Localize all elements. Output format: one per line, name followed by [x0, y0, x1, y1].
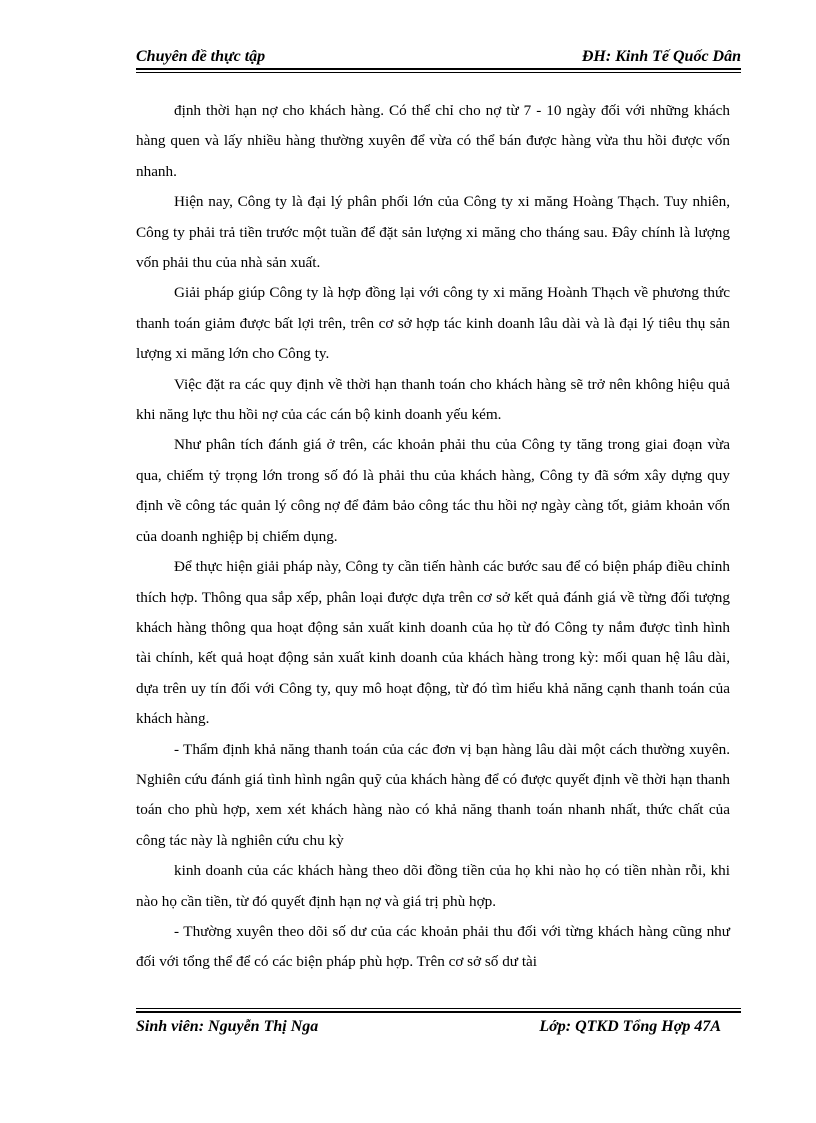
- page-header: [136, 48, 741, 70]
- paragraph: - Thẩm định khả năng thanh toán của các đơn vị bạn hàng lâu dài một cách thường xuyên. Nghiên cứu đánh giá tình hình ngân quỹ của khách hàng để có được quyết định về thời hạn thanh toán cho phù hợp, xem xét khách hàng nào có khả năng thanh toán nhanh nhất, thức chất của công tác này là nghiên cứu chu kỳ: [136, 740, 730, 849]
- header-title: Chuyên đề thực tập: [136, 48, 266, 65]
- paragraph: Để thực hiện giải pháp này, Công ty cần tiến hành các bước sau để có biện pháp điều chỉnh thích hợp. Thông qua sắp xếp, phân loại được dựa trên cơ sở kết quả đánh giá về từng đối tượng khách hàng thông qua hoạt động sản xuất kinh doanh của họ từ đó Công ty nắm được tình hình tài chính, kết quả hoạt động sản xuất kinh doanh của khách hàng trong kỳ: mối quan hệ lâu dài, dựa trên uy tín đối với Công ty, quy mô hoạt động, từ đó tìm hiểu khả năng cạnh thanh toán của khách hàng.: [136, 558, 730, 728]
- paragraph: Như phân tích đánh giá ở trên, các khoản phải thu của Công ty tăng trong giai đoạn vừa qua, chiếm tỷ trọng lớn trong số đó là phải thu của khách hàng, Công ty đã sớm xây dựng quy định về công tác quản lý công nợ để đảm bảo công tác thu hồi nợ ngày càng tốt, giảm khoản vốn của doanh nghiệp bị chiếm dụng.: [136, 436, 730, 545]
- footer-rule-thin: [136, 1008, 741, 1009]
- paragraph: kinh doanh của các khách hàng theo dõi đồng tiền của họ khi nào họ có tiền nhàn rỗi, khi nào họ cần tiền, từ đó quyết định hạn nợ và giá trị phù hợp.: [136, 862, 730, 910]
- header-university: ĐH: Kinh Tế Quốc Dân: [581, 48, 741, 65]
- footer-rule-thick: [136, 1011, 741, 1013]
- paragraph: Hiện nay, Công ty là đại lý phân phối lớn của Công ty xi măng Hoàng Thạch. Tuy nhiên, Công ty phải trả tiền trước một tuần để đặt sản lượng xi măng cho tháng sau. Đây chính là lượng vốn phải thu của nhà sản xuất.: [136, 193, 730, 272]
- header-rule-thick: [136, 68, 741, 70]
- paragraph: - Thường xuyên theo dõi số dư của các khoản phải thu đối với từng khách hàng cũng như đối với tổng thể để có các biện pháp phù hợp. Trên cơ sở số dư tài: [136, 922, 730, 971]
- footer-student: Sinh viên: Nguyễn Thị Nga: [136, 1018, 319, 1035]
- footer-class: Lớp: QTKD Tổng Hợp 47A: [539, 1018, 721, 1035]
- paragraph: Việc đặt ra các quy định về thời hạn thanh toán cho khách hàng sẽ trở nên không hiệu quả khi năng lực thu hồi nợ của các cán bộ kinh doanh yếu kém.: [136, 375, 730, 424]
- paragraph: định thời hạn nợ cho khách hàng. Có thể chỉ cho nợ từ 7 - 10 ngày đối với những khách hàng quen và lấy nhiều hàng thường xuyên để vừa có thể bán được hàng vừa thu hồi được vốn nhanh.: [136, 102, 730, 180]
- paragraph: Giải pháp giúp Công ty là hợp đồng lại với công ty xi măng Hoành Thạch về phương thức thanh toán giảm được bất lợi trên, trên cơ sở hợp tác kinh doanh lâu dài và là đại lý tiêu thụ sản lượng xi măng lớn cho Công ty.: [136, 284, 730, 363]
- header-rule-thin: [136, 72, 741, 73]
- page-footer: [136, 1018, 741, 1040]
- document-body: [136, 96, 730, 978]
